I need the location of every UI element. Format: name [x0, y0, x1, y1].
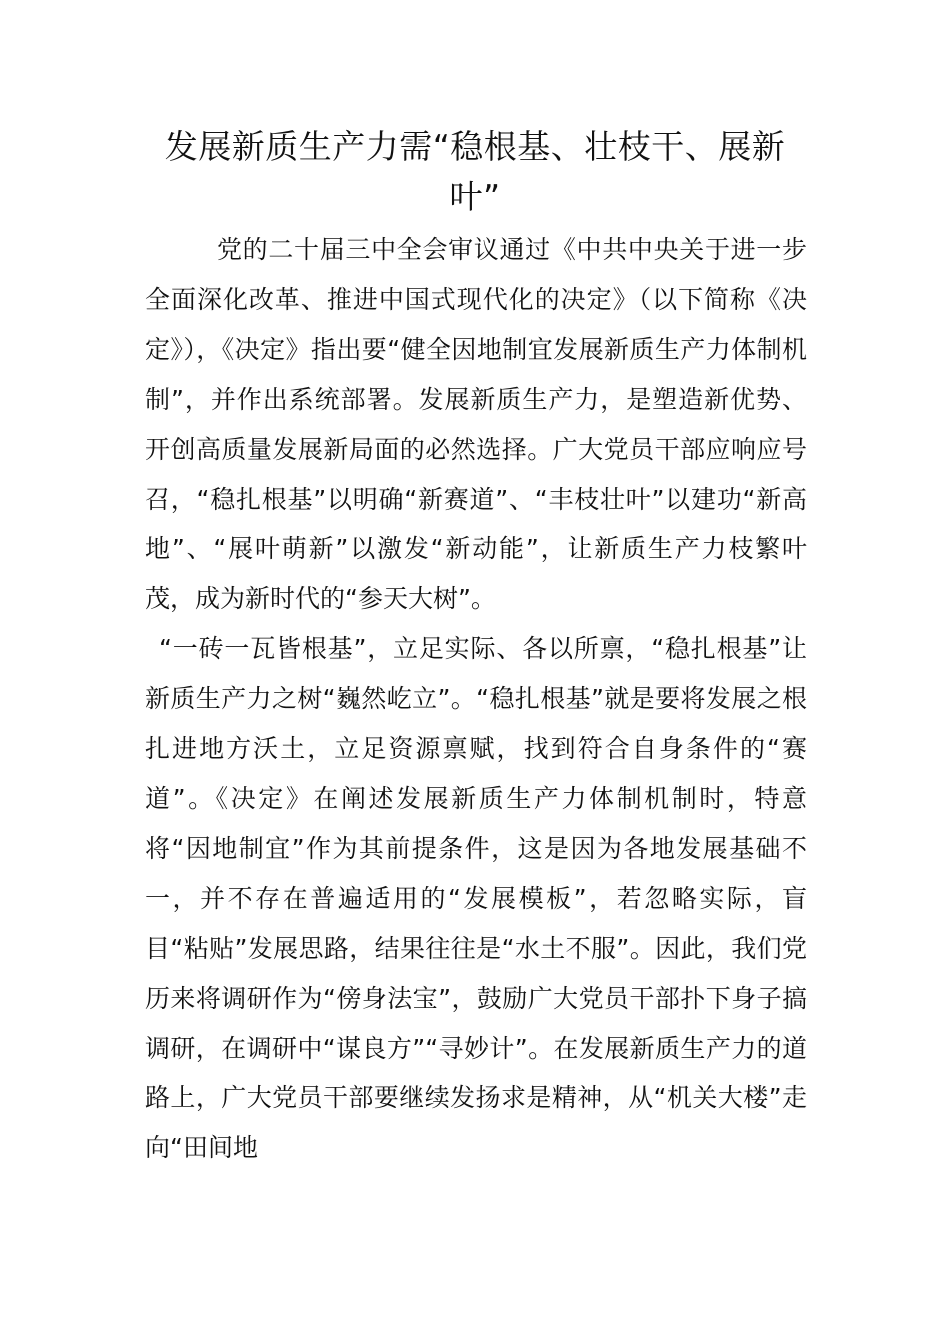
- paragraph-roots: “一砖一瓦皆根基”，立足实际、各以所禀，“稳扎根基”让新质生产力之树“巍然屹立”。“稳扎根基”就是要将发展之根扎进地方沃土，立足资源禀赋，找到符合自身条件的“赛道”。《决定》在阐述发展新质生产力体制机制时，特意将“因地制宜”作为其前提条件，这是因为各地发展基础不一，并不存在普遍适用的“发展模板”，若忽略实际，盲目“粘贴”发展思路，结果往往是“水土不服”。因此，我们党历来将调研作为“傍身法宝”，鼓励广大党员干部扑下身子搞调研，在调研中“谋良方”“寻妙计”。在发展新质生产力的道路上，广大党员干部要继续发扬求是精神，从“机关大楼”走向“田间地: [145, 634, 807, 1163]
- paragraph-intro: 党的二十届三中全会审议通过《中共中央关于进一步全面深化改革、推进中国式现代化的决定》（以下简称《决定》），《决定》指出要“健全因地制宜发展新质生产力体制机制”，并作出系统部署。发展新质生产力，是塑造新优势、开创高质量发展新局面的必然选择。广大党员干部应响应号召，“稳扎根基”以明确“新赛道”、“丰枝壮叶”以建功“新高地”、“展叶萌新”以激发“新动能”，让新质生产力枝繁叶茂，成为新时代的“参天大树”。: [145, 235, 807, 614]
- document-title: 发展新质生产力需“稳根基、壮枝干、展新叶”: [164, 127, 786, 216]
- document-body: [145, 225, 807, 1173]
